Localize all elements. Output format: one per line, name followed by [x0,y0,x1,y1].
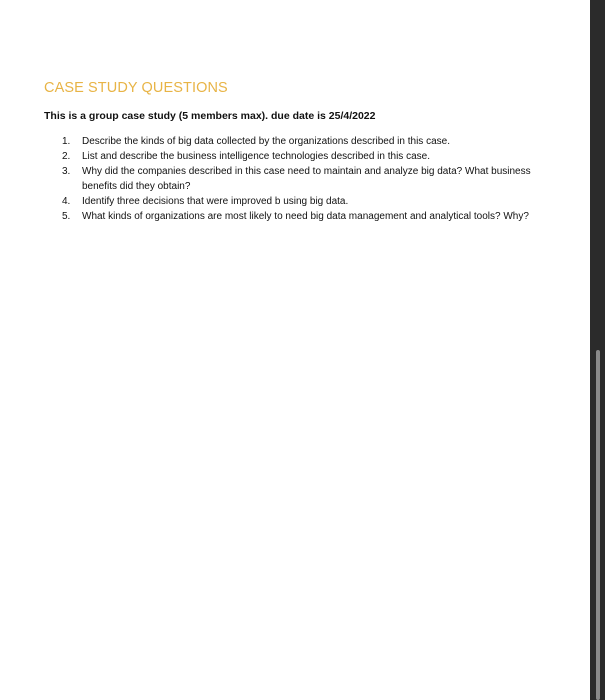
list-item-text: Why did the companies described in this case need to maintain and analyze big data? What business benefits did they obtain? [82,166,531,192]
list-item-text: Describe the kinds of big data collected by the organizations described in this case. [82,136,450,147]
list-item-number: 3. [62,166,71,177]
list-item [62,209,532,224]
list-item-number: 1. [62,136,71,147]
list-item-text: What kinds of organizations are most likely to need big data management and analytical tools? Why? [82,211,529,222]
list-item-text: List and describe the business intelligence technologies described in this case. [82,151,430,162]
list-item [62,164,532,194]
assignment-note: This is a group case study (5 members max). due date is 25/4/2022 [44,110,376,122]
list-item [62,149,532,164]
list-item-number: 5. [62,211,71,222]
list-item-number: 4. [62,196,71,207]
list-item [62,134,532,149]
page-title: CASE STUDY QUESTIONS [44,80,228,96]
question-list [62,134,532,224]
vertical-scrollbar[interactable] [596,350,600,700]
list-item-number: 2. [62,151,71,162]
list-item-text: Identify three decisions that were improved b using big data. [82,196,349,207]
list-item [62,194,532,209]
